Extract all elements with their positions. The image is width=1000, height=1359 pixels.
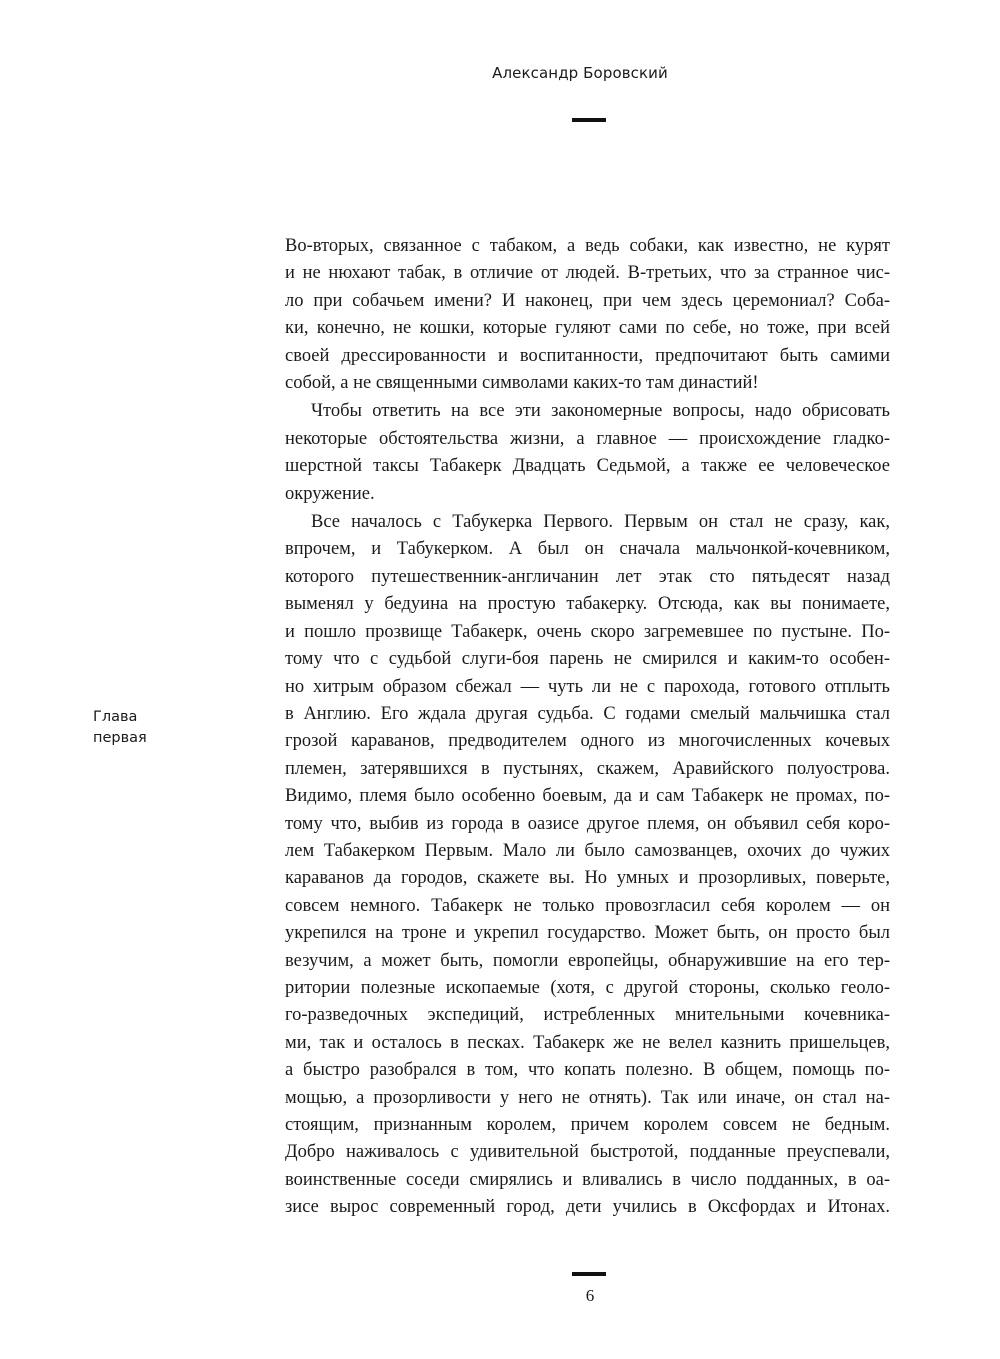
- text-line: но хитрым образом сбежал — чуть ли не с парохода, готового отплыть: [285, 676, 890, 697]
- text-line: лем Табакерком Первым. Мало ли было самозванцев, охочих до чужих: [285, 840, 890, 861]
- text-line: го-разведочных экспедиций, истребленных мнительными кочевника-: [285, 1005, 890, 1026]
- text-line: тому что, выбив из города в оазисе другое племя, он объявил себя коро-: [285, 813, 890, 834]
- text-line: своей дрессированности и воспитанности, предпочитают быть самими: [285, 345, 890, 366]
- text-line: мощью, а прозорливости у него не отнять). Так или иначе, он стал на-: [285, 1087, 890, 1108]
- text-line: Все началось с Табукерка Первого. Первым он стал не сразу, как,: [311, 512, 890, 533]
- text-line: которого путешественник-англичанин лет этак сто пятьдесят назад: [285, 566, 890, 587]
- text-line: караванов да городов, скажете вы. Но умных и прозорливых, поверьте,: [285, 868, 890, 889]
- page-number: 6: [585, 1286, 595, 1305]
- running-head: Александр Боровский: [492, 64, 668, 82]
- paragraph: [285, 509, 890, 1222]
- text-line: ки, конечно, не кошки, которые гуляют сами по себе, но тоже, при всей: [285, 318, 890, 339]
- text-line: впрочем, и Табукерком. А был он сначала мальчонкой-кочевником,: [285, 539, 890, 560]
- text-line: ло при собачьем имени? И наконец, при чем здесь церемониал? Соба-: [285, 290, 890, 311]
- paragraph: [285, 233, 890, 397]
- text-line: Добро наживалось с удивительной быстротой, подданные преуспевали,: [285, 1142, 890, 1163]
- text-line: совсем немного. Табакерк не только провозгласил себя королем — он: [285, 895, 890, 916]
- text-line: и пошло прозвище Табакерк, очень скоро загремевшее по пустыне. По-: [285, 621, 890, 642]
- text-line: стоящим, признанным королем, причем королем совсем не бедным.: [285, 1115, 890, 1135]
- text-line: племен, затерявшихся в пустынях, скажем, Аравийского полуострова.: [285, 758, 890, 779]
- text-line: а быстро разобрался в том, что копать полезно. В общем, помощь по-: [285, 1060, 890, 1081]
- text-line: ритории полезные ископаемые (хотя, с другой стороны, сколько геоло-: [285, 977, 890, 998]
- footer-rule: [572, 1272, 606, 1276]
- chapter-sidenote: [93, 707, 213, 749]
- chapter-number: первая: [93, 730, 147, 746]
- text-line: окружение.: [285, 483, 375, 504]
- text-line: Во-вторых, связанное с табаком, а ведь собаки, как известно, не курят: [285, 236, 890, 256]
- chapter-label: Глава: [93, 709, 138, 725]
- text-line: Видимо, племя было особенно боевым, да и сам Табакерк не промах, по-: [285, 786, 890, 807]
- header-rule: [572, 118, 606, 122]
- text-line: в Англию. Его ждала другая судьба. С годами смелый мальчишка стал: [285, 703, 890, 724]
- text-line: Чтобы ответить на все эти закономерные вопросы, надо обрисовать: [311, 401, 890, 422]
- text-line: шерстной таксы Табакерк Двадцать Седьмой, а также ее человеческое: [285, 456, 890, 477]
- text-line: тому что с судьбой слуги-боя парень не смирился и каким-то особен-: [285, 649, 890, 670]
- text-line: ми, так и осталось в песках. Табакерк же не велел казнить пришельцев,: [285, 1032, 890, 1053]
- paragraph: [285, 398, 890, 508]
- text-line: выменял у бедуина на простую табакерку. Отсюда, как вы понимаете,: [285, 594, 890, 615]
- text-line: воинственные соседи смирялись и вливались в число подданных, в оа-: [285, 1169, 890, 1190]
- text-line: грозой караванов, предводителем одного из многочисленных кочевых: [285, 731, 890, 752]
- text-line: укрепился на троне и укрепил государство. Может быть, он просто был: [285, 923, 890, 944]
- text-line: и не нюхают табак, в отличие от людей. В-третьих, что за странное чис-: [285, 263, 890, 284]
- body-text: [285, 233, 890, 1222]
- text-line: зисе вырос современный город, дети учились в Оксфордах и Итонах.: [285, 1197, 890, 1218]
- text-line: некоторые обстоятельства жизни, а главное — происхождение гладко-: [285, 428, 890, 449]
- text-line: собой, а не священными символами каких-то там династий!: [285, 373, 759, 394]
- text-line: везучим, а может быть, помогли европейцы, обнаружившие на его тер-: [285, 950, 890, 971]
